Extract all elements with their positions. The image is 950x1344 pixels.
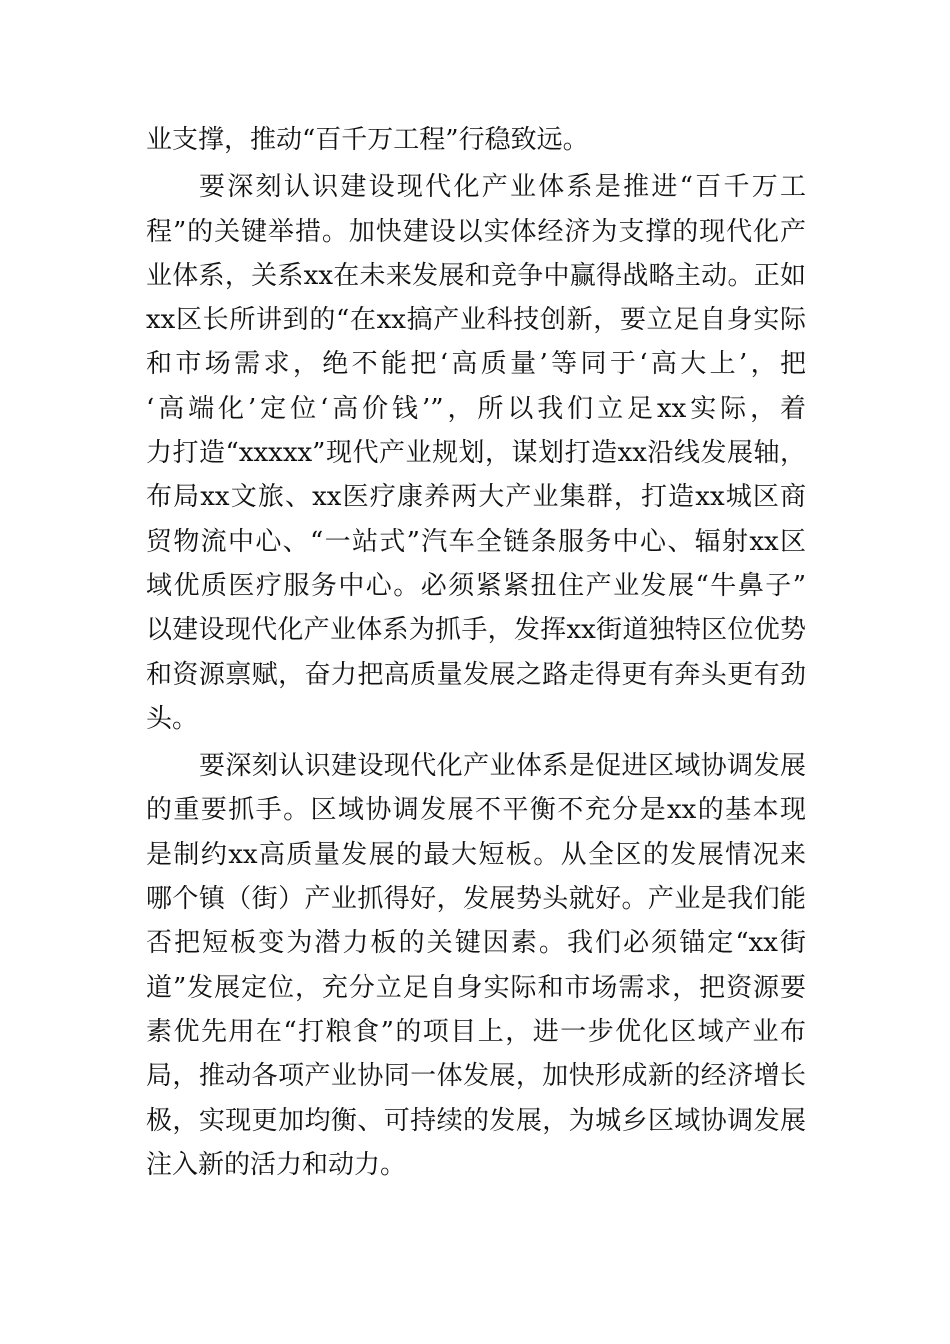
text-line: 域优质医疗服务中心。必须紧紧扭住产业发展“牛鼻子” xyxy=(146,570,806,601)
text-line: 头。 xyxy=(146,703,199,734)
text-line: 否把短板变为潜力板的关键因素。我们必须锚定“xx街 xyxy=(146,928,806,959)
text-line: 力打造“xxxxx”现代产业规划，谋划打造xx沿线发展轴， xyxy=(146,438,806,469)
text-line: 极，实现更加均衡、可持续的发展，为城乡区域协调发展 xyxy=(146,1105,806,1136)
text-line: 程”的关键举措。加快建设以实体经济为支撑的现代化产 xyxy=(146,216,806,247)
text-line: 道”发展定位，充分立足自身实际和市场需求，把资源要 xyxy=(146,972,806,1003)
text-line: 注入新的活力和动力。 xyxy=(146,1149,407,1180)
document-page xyxy=(146,118,806,1187)
text-line: 业体系，关系xx在未来发展和竞争中赢得战略主动。正如 xyxy=(146,260,806,291)
text-line: 贸物流中心、“一站式”汽车全链条服务中心、辐射xx区 xyxy=(146,526,806,557)
text-line: 的重要抓手。区域协调发展不平衡不充分是xx的基本现 xyxy=(146,795,806,826)
paragraph xyxy=(146,118,806,162)
text-line: 要深刻认识建设现代化产业体系是促进区域协调发展 xyxy=(199,751,806,782)
text-line: 要深刻认识建设现代化产业体系是推进“百千万工 xyxy=(199,172,806,203)
paragraph xyxy=(146,744,806,1187)
text-line: 业支撑，推动“百千万工程”行稳致远。 xyxy=(146,125,589,155)
paragraph xyxy=(146,165,806,741)
text-line: 素优先用在“打粮食”的项目上，进一步优化区域产业布 xyxy=(146,1016,806,1047)
text-line: 是制约xx高质量发展的最大短板。从全区的发展情况来 xyxy=(146,839,806,870)
text-line: 以建设现代化产业体系为抓手，发挥xx街道独特区位优势 xyxy=(146,615,806,646)
text-line: 局，推动各项产业协同一体发展，加快形成新的经济增长 xyxy=(146,1061,806,1092)
text-line: 布局xx文旅、xx医疗康养两大产业集群，打造xx城区商 xyxy=(146,482,806,513)
text-line: 和资源禀赋，奋力把高质量发展之路走得更有奔头更有劲 xyxy=(146,659,806,690)
text-line: ‘高端化’定位‘高价钱’”，所以我们立足xx实际，着 xyxy=(146,393,806,424)
text-line: 哪个镇（街）产业抓得好，发展势头就好。产业是我们能 xyxy=(146,884,806,915)
text-line: xx区长所讲到的“在xx搞产业科技创新，要立足自身实际 xyxy=(146,305,806,336)
text-line: 和市场需求，绝不能把‘高质量’等同于‘高大上’，把 xyxy=(146,349,806,380)
